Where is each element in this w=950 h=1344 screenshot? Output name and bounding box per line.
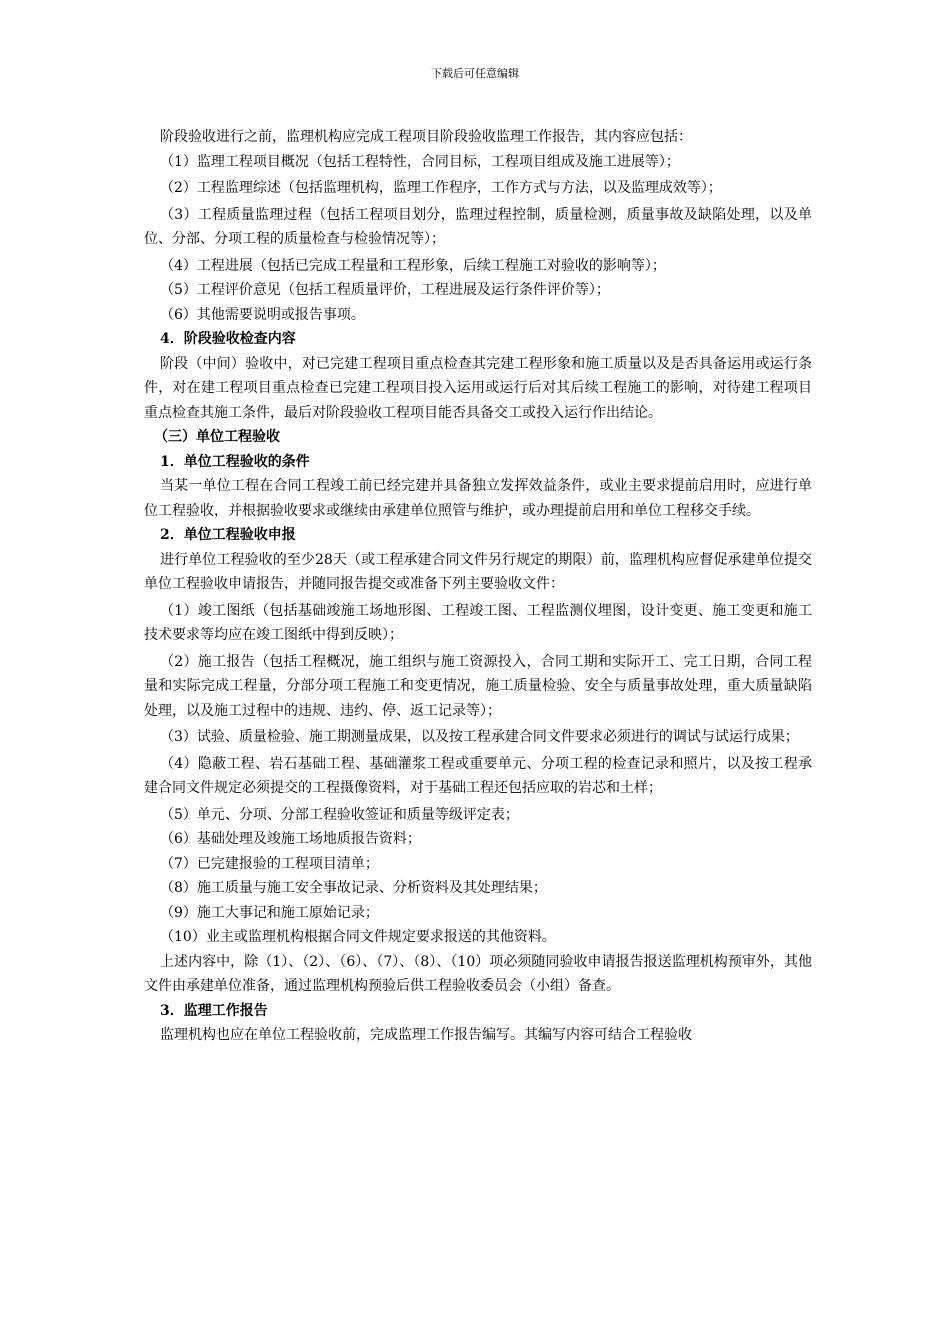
list-item: （3）工程质量监理过程（包括工程项目划分，监理过程控制，质量检测，质量事故及缺陷处理，以及单位、分部、分项工程的质量检查与检验情况等）；: [144, 206, 812, 247]
paragraph: 阶段（中间）验收中，对已完建工程项目重点检查其完建工程形象和施工质量以及是否具备运用或运行条件，对在建工程项目重点检查已完建工程项目投入运用或运行后对其后续工程施工的影响，对待建工程项目重点检查其施工条件，最后对阶段验收工程项目能否具备交工或投入运行作出结论。: [144, 355, 812, 421]
paragraph: 阶段验收进行之前，监理机构应完成工程项目阶段验收监理工作报告，其内容应包括：: [160, 129, 692, 145]
document-body: [144, 125, 812, 1048]
section-heading: 1．单位工程验收的条件: [160, 453, 310, 470]
list-item: （1）竣工图纸（包括基础竣施工场地形图、工程竣工图、工程监测仪埋图，设计变更、施工变更和施工技术要求等均应在竣工图纸中得到反映）；: [144, 602, 812, 643]
list-item: （5）工程评价意见（包括工程质量评价，工程进展及运行条件评价等）；: [160, 282, 610, 298]
paragraph: 进行单位工程验收的至少28天（或工程承建合同文件另行规定的期限）前，监理机构应督促承建单位提交单位工程验收申请报告，并随同报告提交或准备下列主要验收文件：: [144, 551, 812, 592]
page-header: 下载后可任意编辑: [431, 67, 519, 80]
list-item: （6）基础处理及竣施工场地质报告资料；: [160, 831, 421, 847]
list-item: （1）监理工程项目概况（包括工程特性，合同目标，工程项目组成及施工进展等）；: [160, 153, 680, 170]
paragraph: 上述内容中，除（1）、（2）、（6）、（7）、（8）、（10）项必须随同验收申请报告报送监理机构预审外，其他文件由承建单位准备，通过监理机构预验后供工程验收委员会（小组）备查。: [144, 953, 812, 994]
paragraph: 监理机构也应在单位工程验收前，完成监理工作报告编写。其编写内容可结合工程验收: [160, 1027, 692, 1043]
list-item: （2）施工报告（包括工程概况，施工组织与施工资源投入，合同工期和实际开工、完工日期，合同工程量和实际完成工程量，分部分项工程施工和变更情况，施工质量检验、安全与质量事故处理，重大质量缺陷处理，以及施工过程中的违规、违约、停、返工记录等）；: [144, 653, 812, 719]
list-item: （3）试验、质量检验、施工期测量成果，以及按工程承建合同文件要求必须进行的调试与试运行成果；: [160, 729, 799, 745]
section-heading: 2．单位工程验收申报: [160, 527, 296, 543]
list-item: （4）工程进展（包括已完成工程量和工程形象，后续工程施工对验收的影响等）；: [160, 257, 666, 274]
list-item: （10）业主或监理机构根据合同文件规定要求报送的其他资料。: [160, 929, 556, 945]
list-item: （2）工程监理综述（包括监理机构，监理工作程序，工作方式与方法，以及监理成效等）；: [160, 180, 722, 196]
list-item: （8）施工质量与施工安全事故记录、分析资料及其处理结果；: [160, 880, 547, 896]
list-item: （9）施工大事记和施工原始记录；: [160, 904, 379, 921]
paragraph: 当某一单位工程在合同工程竣工前已经完建并具备独立发挥效益条件，或业主要求提前启用时，应进行单位工程验收，并根据验收要求或继续由承建单位照管与维护，或办理提前启用和单位工程移交手续。: [144, 478, 812, 519]
list-item: （6）其他需要说明或报告事项。: [160, 306, 365, 323]
section-heading: 4．阶段验收检查内容: [160, 331, 296, 347]
list-item: （7）已完建报验的工程项目清单；: [160, 855, 379, 872]
list-item: （4）隐蔽工程、岩石基础工程、基础灌浆工程或重要单元、分项工程的检查记录和照片，以及按工程承建合同文件规定必须提交的工程摄像资料，对于基础工程还包括应取的岩芯和土样；: [144, 755, 812, 796]
section-heading: 3．监理工作报告: [160, 1002, 268, 1019]
list-item: （5）单元、分项、分部工程验收签证和质量等级评定表；: [160, 806, 519, 823]
section-heading: （三）单位工程验收: [154, 429, 280, 445]
